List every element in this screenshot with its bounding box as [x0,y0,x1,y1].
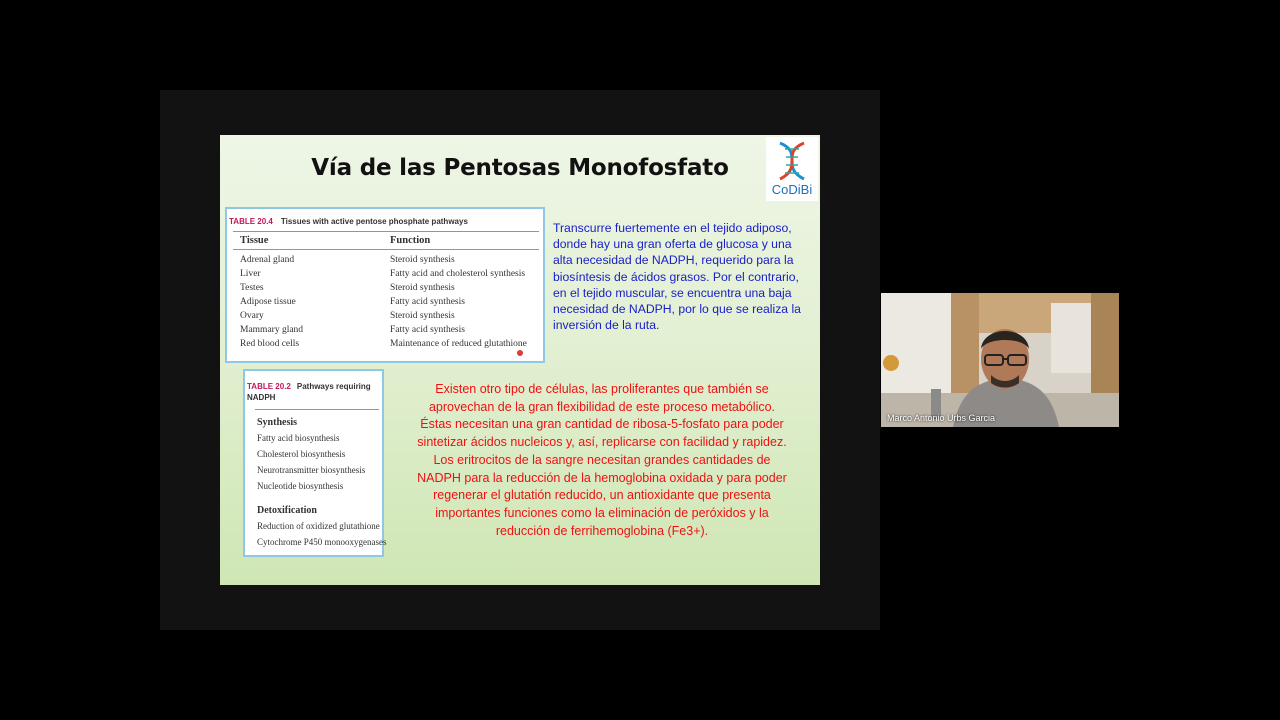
adipose-paragraph [553,220,803,333]
table-title: Pathways requiring NADPH [247,382,371,402]
text-line: regenerar el glutatión reducido, un antioxidante que presenta [433,488,771,503]
slide-title: Vía de las Pentosas Monofosfato [311,155,729,181]
header-function: Function [390,235,431,246]
table-caption [229,217,468,226]
text-line: Los eritrocitos de la sangre necesitan grandes cantidades de [433,452,771,467]
table-nadph-pathways [243,369,387,557]
logo-text: CoDiBi [771,182,813,197]
text-line: Éstas necesitan una gran cantidad de ribosa-5-fosfato para poder [420,417,784,432]
list-item: Neurotransmitter biosynthesis [257,465,366,475]
text-line: NADPH para la reducción de la hemoglobina oxidada y para poder [417,470,787,485]
table-cell: Steroid synthesis [390,311,455,321]
text-line: importantes funciones como la eliminación de peróxidos y la [435,505,769,520]
table-title: Tissues with active pentose phosphate pathways [280,217,468,226]
list-item: Cytochrome P450 monooxygenases [257,537,387,547]
text-line: reducción de ferrihemoglobina (Fe3+). [495,523,709,538]
synthesis-heading: Synthesis [257,417,298,428]
table-rule [233,249,539,250]
table-cell: Mammary gland [240,325,304,335]
table-cell: Fatty acid synthesis [390,297,465,307]
text-line: Transcurre fuertemente en el tejido adiposo, [553,221,792,235]
text-line: sintetizar ácidos nucleicos y, así, replicarse con facilidad y rapidez. [417,435,787,450]
codibi-logo [766,137,818,201]
text-line: necesidad de NADPH, por lo que se realiza la [553,302,801,317]
text-line: alta necesidad de NADPH, requerido para la [553,253,794,268]
table-tissues [225,207,545,363]
list-item: Reduction of oxidized glutathione [257,521,380,531]
participant-video-tile[interactable] [881,293,1119,427]
text-line: biosíntesis de ácidos grasos. Por el contrario, [553,269,799,284]
table-caption [247,381,382,403]
table-rule [255,409,379,410]
header-tissue: Tissue [240,235,269,246]
laser-pointer-dot [517,350,523,356]
text-line: en el tejido muscular, se encuentra una baja [553,285,792,300]
participant-name: Marco Antonio Urbs Garcia [887,413,996,423]
text-line: aprovechan de la gran flexibilidad de este proceso metabólico. [428,399,776,414]
list-item: Nucleotide biosynthesis [257,481,344,491]
table-cell: Liver [240,269,261,279]
participant-video-image [881,293,1119,427]
table-cell: Testes [240,283,264,293]
table-cell: Steroid synthesis [390,283,455,293]
text-line: donde hay una gran oferta de glucosa y una [553,237,792,252]
proliferating-cells-paragraph [392,381,812,540]
table-cell: Fatty acid synthesis [390,325,465,335]
table-cell: Adrenal gland [240,255,295,265]
table-cell: Adipose tissue [240,297,296,307]
presentation-slide [220,135,820,585]
list-item: Fatty acid biosynthesis [257,433,340,443]
table-cell: Fatty acid and cholesterol synthesis [390,269,526,279]
table-cell: Red blood cells [240,339,300,349]
dna-logo-icon [774,141,810,181]
text-line: inversión de la ruta. [553,318,660,333]
list-item: Cholesterol biosynthesis [257,449,346,459]
detoxification-heading: Detoxification [257,505,317,516]
table-cell: Maintenance of reduced glutathione [390,339,527,349]
table-number: TABLE 20.4 [229,217,273,226]
table-number: TABLE 20.2 [247,382,291,391]
table-cell: Ovary [240,311,264,321]
table-rule [233,231,539,232]
table-cell: Steroid synthesis [390,255,455,265]
text-line: Existen otro tipo de células, las proliferantes que también se [435,382,769,396]
